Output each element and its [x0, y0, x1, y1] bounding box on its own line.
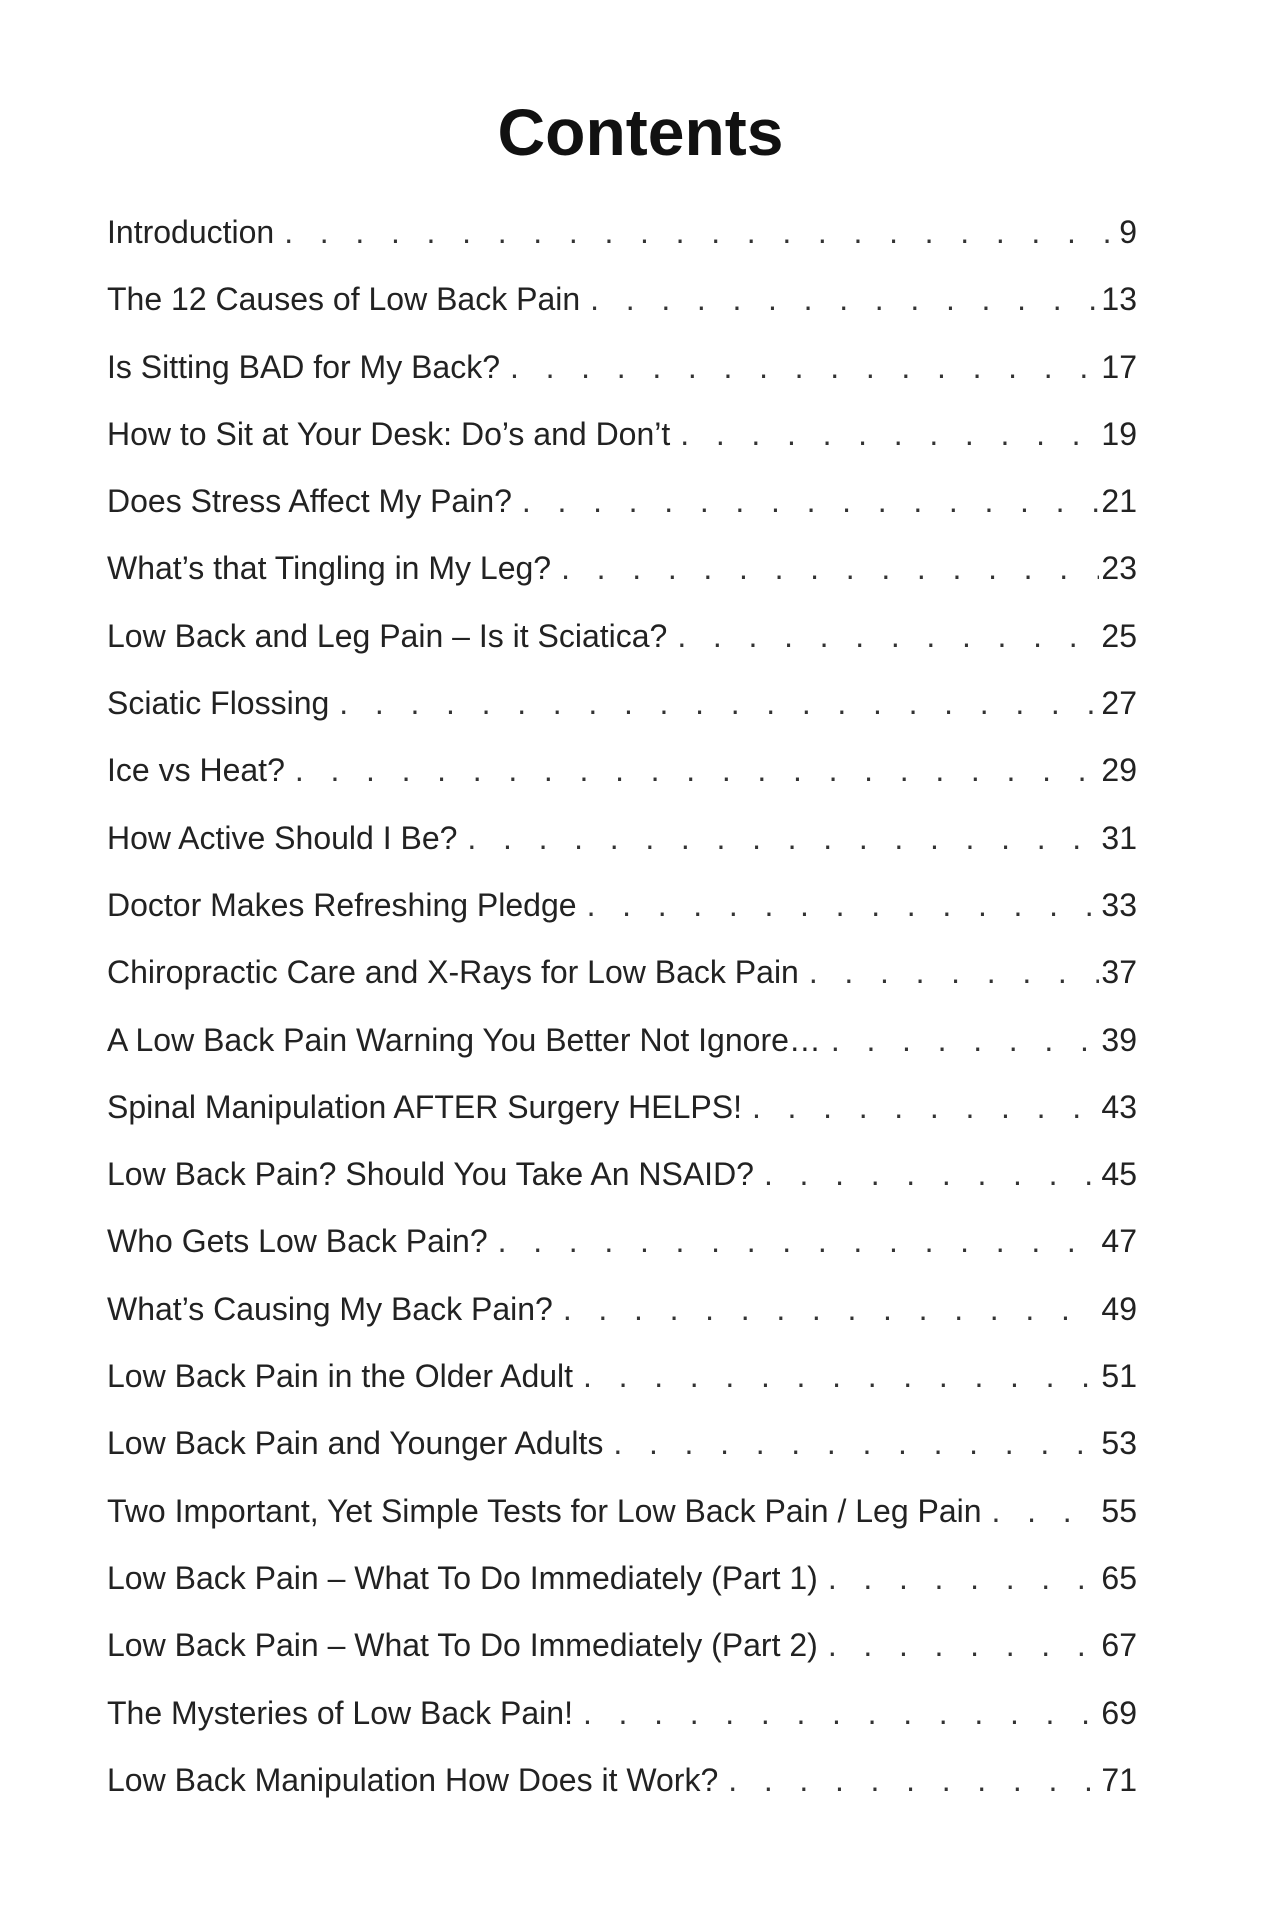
toc-entry-page-number: 47 — [1101, 1223, 1137, 1260]
toc-entry-title: Low Back Pain in the Older Adult — [107, 1358, 574, 1395]
dot-leader — [522, 477, 1099, 525]
dot-leader — [590, 275, 1099, 323]
toc-entry-page-number: 39 — [1101, 1021, 1137, 1058]
dot-leader — [467, 814, 1099, 862]
toc-entry — [107, 343, 1137, 410]
toc-entry — [107, 1756, 1137, 1823]
toc-entry-page-number: 55 — [1101, 1492, 1137, 1529]
page-title: Contents — [497, 95, 784, 169]
dot-leader — [583, 1689, 1099, 1737]
dot-leader — [728, 1756, 1099, 1804]
dot-leader — [510, 343, 1099, 391]
toc-entry-page-number: 25 — [1101, 617, 1137, 654]
toc-entry-title: Low Back Pain and Younger Adults — [107, 1425, 604, 1462]
dot-leader — [992, 1487, 1100, 1535]
dot-leader — [680, 410, 1099, 458]
dot-leader — [587, 881, 1100, 929]
toc-entry — [107, 1217, 1137, 1284]
toc-entry — [107, 1689, 1137, 1756]
dot-leader — [752, 1083, 1099, 1131]
toc-entry-page-number: 33 — [1101, 886, 1137, 923]
toc-entry-page-number: 49 — [1101, 1290, 1137, 1327]
toc-entry-title: Low Back Pain – What To Do Immediately (Part 2) — [107, 1627, 818, 1664]
toc-entry-title: Low Back Pain? Should You Take An NSAID? — [107, 1156, 754, 1193]
toc-entry — [107, 948, 1137, 1015]
toc-entry — [107, 1487, 1137, 1554]
toc-entry-page-number: 31 — [1101, 819, 1137, 856]
dot-leader — [498, 1217, 1100, 1265]
toc-entry-page-number: 23 — [1101, 550, 1137, 587]
toc-entry — [107, 881, 1137, 948]
toc-entry-page-number: 43 — [1101, 1088, 1137, 1125]
dot-leader — [563, 1285, 1100, 1333]
toc-entry-title: Is Sitting BAD for My Back? — [107, 348, 501, 385]
toc-entry — [107, 275, 1137, 342]
dot-leader — [284, 208, 1117, 256]
toc-entry-title: Two Important, Yet Simple Tests for Low Back Pain / Leg Pain — [107, 1492, 982, 1529]
toc-entry — [107, 477, 1137, 544]
dot-leader — [561, 544, 1099, 592]
dot-leader — [809, 948, 1100, 996]
toc-entry — [107, 410, 1137, 477]
dot-leader — [583, 1352, 1099, 1400]
toc-entry-page-number: 67 — [1101, 1627, 1137, 1664]
toc-entry-page-number: 13 — [1101, 281, 1137, 318]
toc-entry-page-number: 45 — [1101, 1156, 1137, 1193]
toc-entry-title: How to Sit at Your Desk: Do’s and Don’t — [107, 415, 671, 452]
toc-entry-title: Low Back Manipulation How Does it Work? — [107, 1761, 719, 1798]
toc-entry-page-number: 29 — [1101, 752, 1137, 789]
toc-entry-page-number: 71 — [1101, 1761, 1137, 1798]
toc-entry — [107, 544, 1137, 611]
toc-entry-title: Does Stress Affect My Pain? — [107, 483, 512, 520]
dot-leader — [828, 1621, 1100, 1669]
toc-entry-title: A Low Back Pain Warning You Better Not Ignore… — [107, 1021, 821, 1058]
toc-entry-page-number: 27 — [1101, 685, 1137, 722]
dot-leader — [295, 746, 1100, 794]
toc-entry-title: Doctor Makes Refreshing Pledge — [107, 886, 577, 923]
toc-entry — [107, 1083, 1137, 1150]
toc-entry-title: What’s Causing My Back Pain? — [107, 1290, 553, 1327]
toc-entry-page-number: 17 — [1101, 348, 1137, 385]
dot-leader — [764, 1150, 1099, 1198]
toc-entry — [107, 1621, 1137, 1688]
dot-leader — [339, 679, 1099, 727]
toc-entry-title: Chiropractic Care and X-Rays for Low Back Pain — [107, 954, 799, 991]
toc-list — [107, 208, 1137, 1823]
toc-entry — [107, 679, 1137, 746]
toc-entry — [107, 1554, 1137, 1621]
dot-leader — [831, 1016, 1100, 1064]
toc-entry-title: Spinal Manipulation AFTER Surgery HELPS! — [107, 1088, 742, 1125]
toc-entry-title: Low Back Pain – What To Do Immediately (Part 1) — [107, 1559, 818, 1596]
toc-entry-page-number: 21 — [1101, 483, 1137, 520]
toc-entry-title: What’s that Tingling in My Leg? — [107, 550, 552, 587]
toc-entry — [107, 814, 1137, 881]
dot-leader — [613, 1419, 1099, 1467]
toc-entry-title: Introduction — [107, 214, 275, 250]
toc-entry — [107, 1419, 1137, 1486]
toc-entry-page-number: 37 — [1101, 954, 1137, 991]
toc-entry — [107, 1016, 1137, 1083]
toc-entry-page-number: 19 — [1101, 415, 1137, 452]
toc-entry-page-number: 9 — [1119, 214, 1137, 250]
toc-entry-page-number: 53 — [1101, 1425, 1137, 1462]
toc-entry-page-number: 65 — [1101, 1559, 1137, 1596]
dot-leader — [828, 1554, 1100, 1602]
toc-entry — [107, 208, 1137, 275]
toc-entry-title: The 12 Causes of Low Back Pain — [107, 281, 581, 318]
toc-entry-page-number: 69 — [1101, 1694, 1137, 1731]
toc-entry — [107, 612, 1137, 679]
toc-entry-title: How Active Should I Be? — [107, 819, 458, 856]
toc-entry-title: The Mysteries of Low Back Pain! — [107, 1694, 573, 1731]
dot-leader — [677, 612, 1099, 660]
toc-entry-title: Who Gets Low Back Pain? — [107, 1223, 488, 1260]
toc-entry-title: Ice vs Heat? — [107, 752, 285, 789]
toc-entry — [107, 746, 1137, 813]
toc-entry — [107, 1285, 1137, 1352]
toc-entry — [107, 1352, 1137, 1419]
toc-entry — [107, 1150, 1137, 1217]
toc-entry-title: Low Back and Leg Pain – Is it Sciatica? — [107, 617, 668, 654]
toc-entry-page-number: 51 — [1101, 1358, 1137, 1395]
toc-entry-title: Sciatic Flossing — [107, 685, 330, 722]
